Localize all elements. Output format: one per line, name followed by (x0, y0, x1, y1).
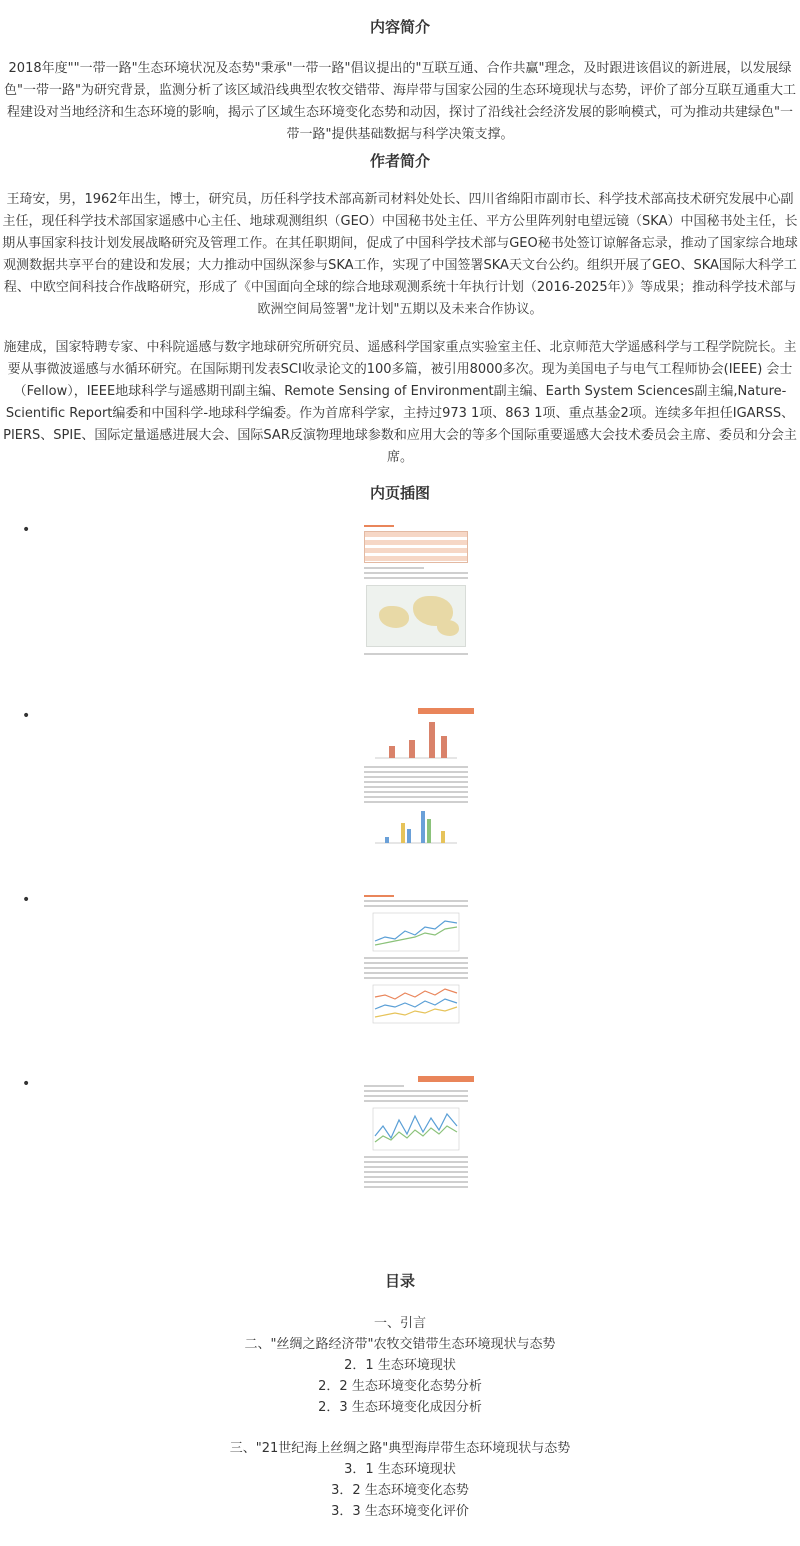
author-bio-2: 施建成，国家特聘专家、中科院遥感与数字地球研究所研究员、遥感科学国家重点实验室主任、北京师范大学遥感科学与工程学院院长。主要从事微波遥感与水循环研究。在国际期刊发表SCI收录论文的100多篇，被引用8000多次。现为美国电子与电气工程师协会(IEEE) 会士（Fellow），IEEE地球科学与遥感期刊副主编、Remote Sensing of Environment副主编、Earth System Sciences副主编,Nature-Scientific Report编委和中国科学-地球科学编委。作为首席科学家，主持过973 1项、863 1项、重点基金2项。连续多年担任IGARSS、PIERS、SPIE、国际定量遥感进展大会、国际SAR反演物理地球参数和应用大会的等多个国际重要遥感大会技术委员会主席、委员和分会主席。 (3, 340, 797, 465)
toc-item[interactable]: 一、引言 (373, 1316, 426, 1331)
toc-item[interactable]: 3．1 生态环境现状 (344, 1462, 456, 1477)
toc-item[interactable]: 2．1 生态环境现状 (344, 1358, 456, 1373)
intro-section (0, 16, 800, 146)
toc-item[interactable]: 2．3 生态环境变化成因分析 (318, 1400, 482, 1415)
author-section (0, 150, 800, 469)
illustration-image-3[interactable] (358, 892, 474, 1068)
intro-heading: 内容简介 (369, 18, 430, 36)
bullet-icon: • (22, 708, 31, 724)
toc-heading: 目录 (384, 1272, 415, 1290)
illustrations-heading: 内页插图 (369, 484, 430, 502)
intro-text: 2018年度""一带一路"生态环境状况及态势"秉承"一带一路"倡议提出的"互联互通、合作共赢"理念，及时跟进该倡议的新进展，以发展绿色"一带一路"为研究背景，监测分析了该区域沿线典型农牧交错带、海岸带与国家公园的生态环境现状与态势，评价了部分互联互通重大工程建设对当地经济和生态环境的影响，揭示了区域生态环境变化态势和动因，探讨了沿线社会经济发展的影响模式，可为推动共建绿色"一带一路"提供基础数据与科学决策支撑。 (4, 61, 796, 142)
toc-list (0, 1313, 800, 1522)
author-bio-1: 王琦安，男，1962年出生，博士，研究员，历任科学技术部高新司材料处处长、四川省绵阳市副市长、科学技术部高技术研究发展中心副主任，现任科学技术部国家遥感中心主任、地球观测组织（GEO）中国秘书处主任、平方公里阵列射电望远镜（SKA）中国秘书处主任，长期从事国家科技计划发展战略研究及管理工作。在其任职期间，促成了中国科学技术部与GEO秘书处签订谅解备忘录，推动了国家综合地球观测数据共享平台的建设和发展；大力推动中国纵深参与SKA工作，实现了中国签署SKA天文台公约。组织开展了GEO、SKA国际大科学工程、中欧空间科技合作战略研究，形成了《中国面向全球的综合地球观测系统十年执行计划（2016-2025年）》等成果；推动科学技术部与欧洲空间局签署"龙计划"五期以及未来合作协议。 (2, 192, 798, 317)
bullet-icon: • (22, 1076, 31, 1092)
illustration-image-2[interactable] (358, 708, 474, 882)
bullet-icon: • (22, 892, 31, 908)
toc-item[interactable]: 二、"丝绸之路经济带"农牧交错带生态环境现状与态势 (244, 1337, 556, 1352)
bullet-icon: • (22, 522, 31, 538)
toc-item[interactable]: 三、"21世纪海上丝绸之路"典型海岸带生态环境现状与态势 (229, 1441, 571, 1456)
illustration-image-1[interactable] (358, 522, 474, 702)
illustration-image-4[interactable] (358, 1076, 474, 1246)
illustrations-section (0, 482, 800, 1092)
toc-spacer (0, 1418, 800, 1438)
toc-item[interactable]: 3．2 生态环境变化态势 (331, 1483, 469, 1498)
author-heading: 作者简介 (369, 152, 430, 170)
toc-item[interactable]: 3．3 生态环境变化评价 (331, 1504, 469, 1519)
toc-section (0, 1270, 800, 1522)
toc-item[interactable]: 2．2 生态环境变化态势分析 (318, 1379, 482, 1394)
